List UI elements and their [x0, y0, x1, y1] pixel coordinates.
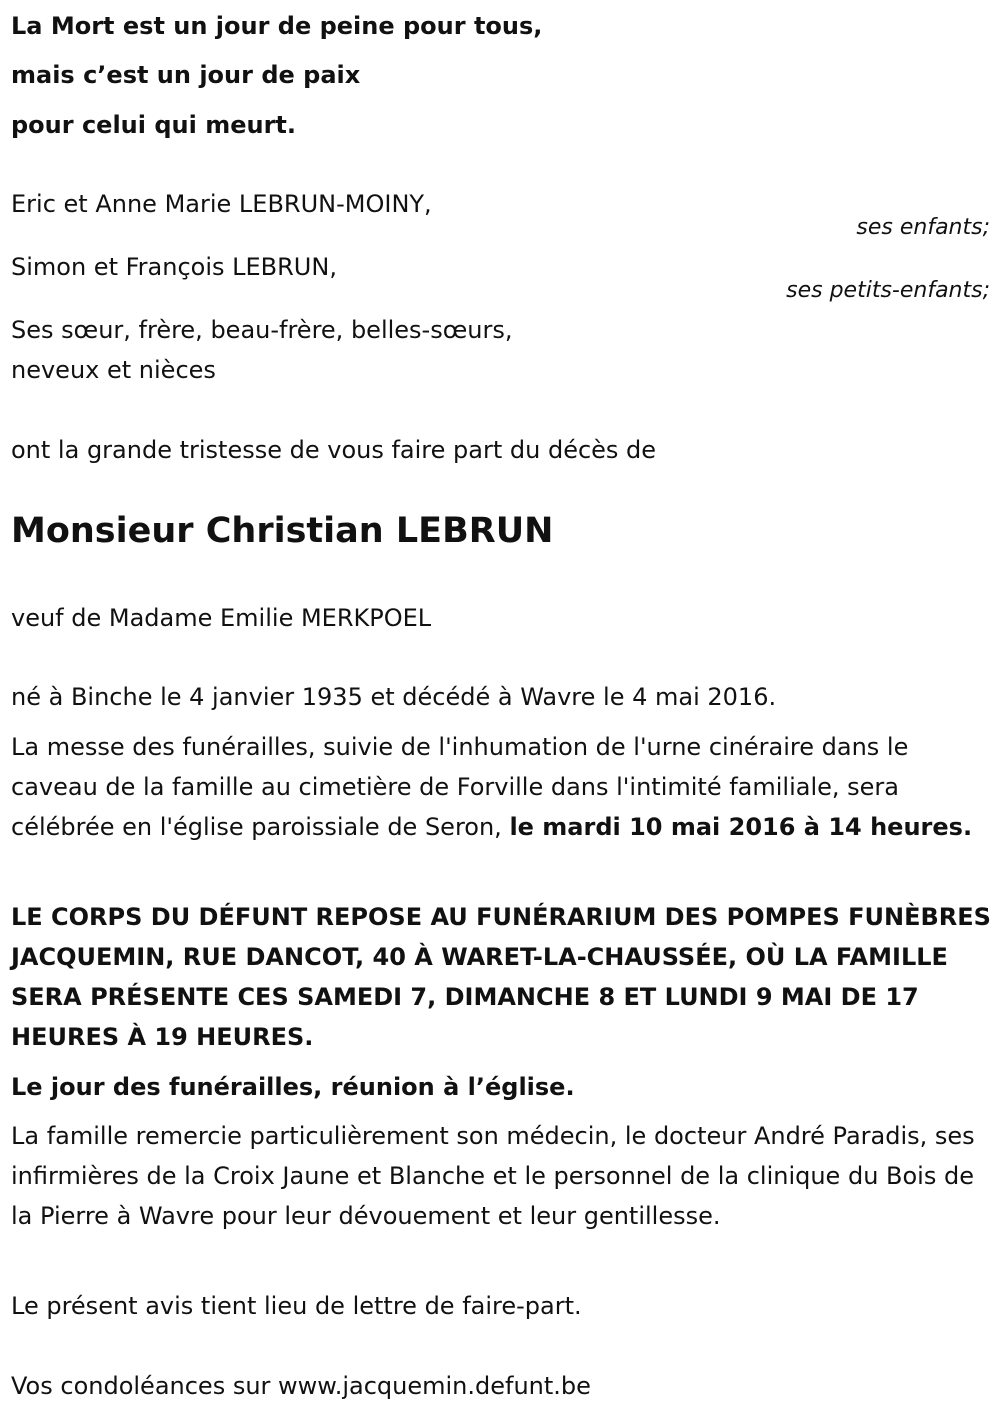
funeral-mass-paragraph: [11, 727, 996, 847]
funeral-mass-date: le mardi 10 mai 2016 à 14 heures.: [509, 813, 973, 841]
thanks-paragraph: La famille remercie particulièrement son médecin, le docteur André Paradis, ses infirmières de la Croix Jaune et Blanche et le personnel de la clinique du Bois de la Pierre à Wavre pour leur dévouement et leur gentillesse.: [11, 1122, 975, 1230]
quote-line-2: mais c’est un jour de paix: [11, 61, 361, 89]
grandchildren-names: Simon et François LEBRUN,: [11, 253, 337, 281]
repose-notice: LE CORPS DU DÉFUNT REPOSE AU FUNÉRARIUM DES POMPES FUNÈBRES JACQUEMIN, RUE DANCOT, 40 À WARET-LA-CHAUSSÉE, OÙ LA FAMILLE SERA PRÉSENTE CES SAMEDI 7, DIMANCHE 8 ET LUNDI 9 MAI DE 17 HEURES À 19 HEURES.: [11, 903, 991, 1051]
relatives-line-1: Ses sœur, frère, beau-frère, belles-sœurs,: [11, 316, 513, 344]
deceased-name: Monsieur Christian LEBRUN: [11, 511, 554, 551]
relatives-line-2: neveux et nièces: [11, 356, 216, 384]
children-role: ses enfants;: [856, 215, 990, 240]
children-names: Eric et Anne Marie LEBRUN-MOINY,: [11, 190, 432, 218]
condolences-link[interactable]: Vos condoléances sur www.jacquemin.defunt.be: [11, 1372, 591, 1400]
quote-line-3: pour celui qui meurt.: [11, 111, 296, 139]
faire-part-notice: Le présent avis tient lieu de lettre de faire-part.: [11, 1292, 582, 1320]
announcement-text: ont la grande tristesse de vous faire part du décès de: [11, 436, 657, 464]
funeral-mass-text: La messe des funérailles, suivie de l'inhumation de l'urne cinéraire dans le caveau de la famille au cimetière de Forville dans l'intimité familiale, sera célébrée en l'église paroissiale de Seron,: [11, 733, 909, 841]
grandchildren-role: ses petits-enfants;: [786, 278, 990, 303]
widower-of: veuf de Madame Emilie MERKPOEL: [11, 604, 432, 632]
quote-line-1: La Mort est un jour de peine pour tous,: [11, 12, 543, 40]
birth-death-dates: né à Binche le 4 janvier 1935 et décédé à Wavre le 4 mai 2016.: [11, 683, 777, 711]
meeting-notice: Le jour des funérailles, réunion à l’église.: [11, 1073, 575, 1101]
